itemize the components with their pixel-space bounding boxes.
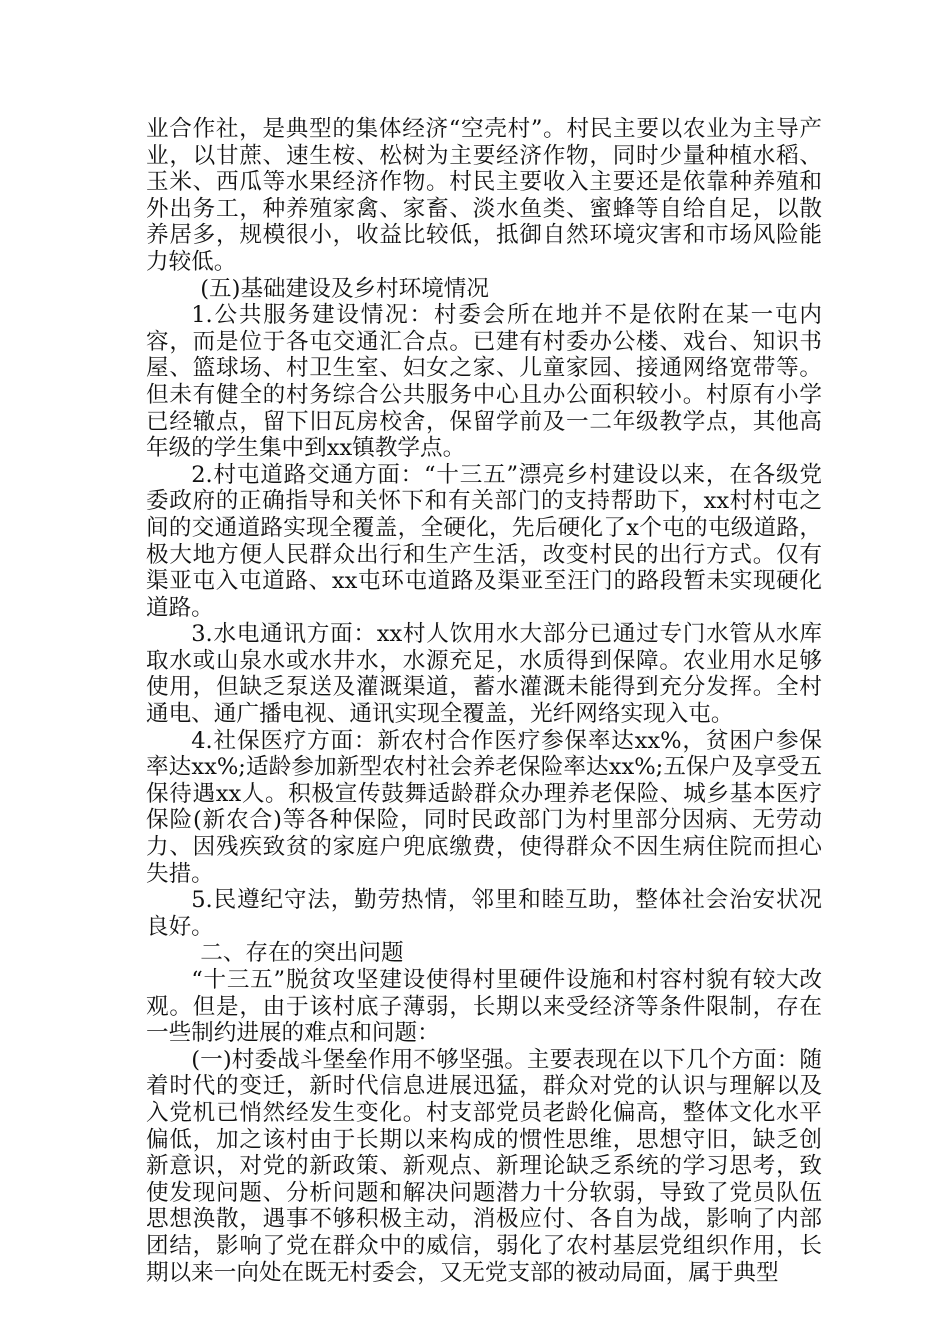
document-page [146, 116, 822, 1286]
paragraph-economy: 业合作社，是典型的集体经济“空壳村”。村民主要以农业为主导产业，以甘蔗、速生桉、松树为主要经济作物，同时少量种植水稻、玉米、西瓜等水果经济作物。村民主要收入主要还是依靠种养殖和外出务工，种养殖家禽、家畜、淡水鱼类、蜜蜂等自给自足，以散养居多，规模很小，收益比较低，抵御自然环境灾害和市场风险能力较低。 [146, 116, 822, 275]
paragraph-roads: 2.村屯道路交通方面：“十三五”漂亮乡村建设以来，在各级党委政府的正确指导和关怀下和有关部门的支持帮助下，xx村村屯之间的交通道路实现全覆盖，全硬化，先后硬化了x个屯的屯级道路，极大地方便人民群众出行和生产生活，改变村民的出行方式。仅有渠亚屯入屯道路、xx屯环屯道路及渠亚至汪门的路段暂未实现硬化道路。 [146, 461, 822, 621]
paragraph-problems-intro: “十三五”脱贫攻坚建设使得村里硬件设施和村容村貌有较大改观。但是，由于该村底子薄弱，长期以来受经济等条件限制，存在一些制约进展的难点和问题： [146, 967, 822, 1047]
paragraph-public-order: 5.民遵纪守法，勤劳热情，邻里和睦互助，整体社会治安状况良好。 [146, 887, 822, 940]
paragraph-utilities: 3.水电通讯方面：xx村人饮用水大部分已通过专门水管从水库取水或山泉水或水井水，水源充足，水质得到保障。农业用水足够使用，但缺乏泵送及灌溉渠道，蓄水灌溉未能得到充分发挥。全村通电、通广播电视、通讯实现全覆盖，光纤网络实现入屯。 [146, 621, 822, 728]
paragraph-village-committee: (一)村委战斗堡垒作用不够坚强。主要表现在以下几个方面：随着时代的变迁，新时代信息进展迅猛，群众对党的认识与理解以及入党机已悄然经发生变化。村支部党员老龄化偏高，整体文化水平偏低，加之该村由于长期以来构成的惯性思维，思想守旧，缺乏创新意识，对党的新政策、新观点、新理论缺乏系统的学习思考，致使发现问题、分析问题和解决问题潜力十分软弱，导致了党员队伍思想涣散，遇事不够积极主动，消极应付、各自为战，影响了内部团结，影响了党在群众中的威信，弱化了农村基层党组织作用，长期以来一向处在既无村委会，又无党支部的被动局面，属于典型 [146, 1046, 822, 1286]
paragraph-social-security: 4.社保医疗方面：新农村合作医疗参保率达xx%，贫困户参保率达xx%;适龄参加新型农村社会养老保险率达xx%;五保户及享受五保待遇xx人。积极宣传鼓舞适龄群众办理养老保险、城乡基本医疗保险(新农合)等各种保险，同时民政部门为村里部分因病、无劳动力、因残疾致贫的家庭户兜底缴费，使得群众不因生病住院而担心失措。 [146, 727, 822, 887]
paragraph-public-services: 1.公共服务建设情况：村委会所在地并不是依附在某一屯内容，而是位于各屯交通汇合点。已建有村委办公楼、戏台、知识书屋、篮球场、村卫生室、妇女之家、儿童家园、接通网络宽带等。但未有健全的村务综合公共服务中心且办公面积较小。村原有小学已经辙点，留下旧瓦房校舍，保留学前及一二年级教学点，其他高年级的学生集中到xx镇教学点。 [146, 302, 822, 462]
section-heading-problems: 二、存在的突出问题 [200, 940, 404, 967]
section-heading-infrastructure: (五)基础建设及乡村环境情况 [200, 275, 489, 302]
